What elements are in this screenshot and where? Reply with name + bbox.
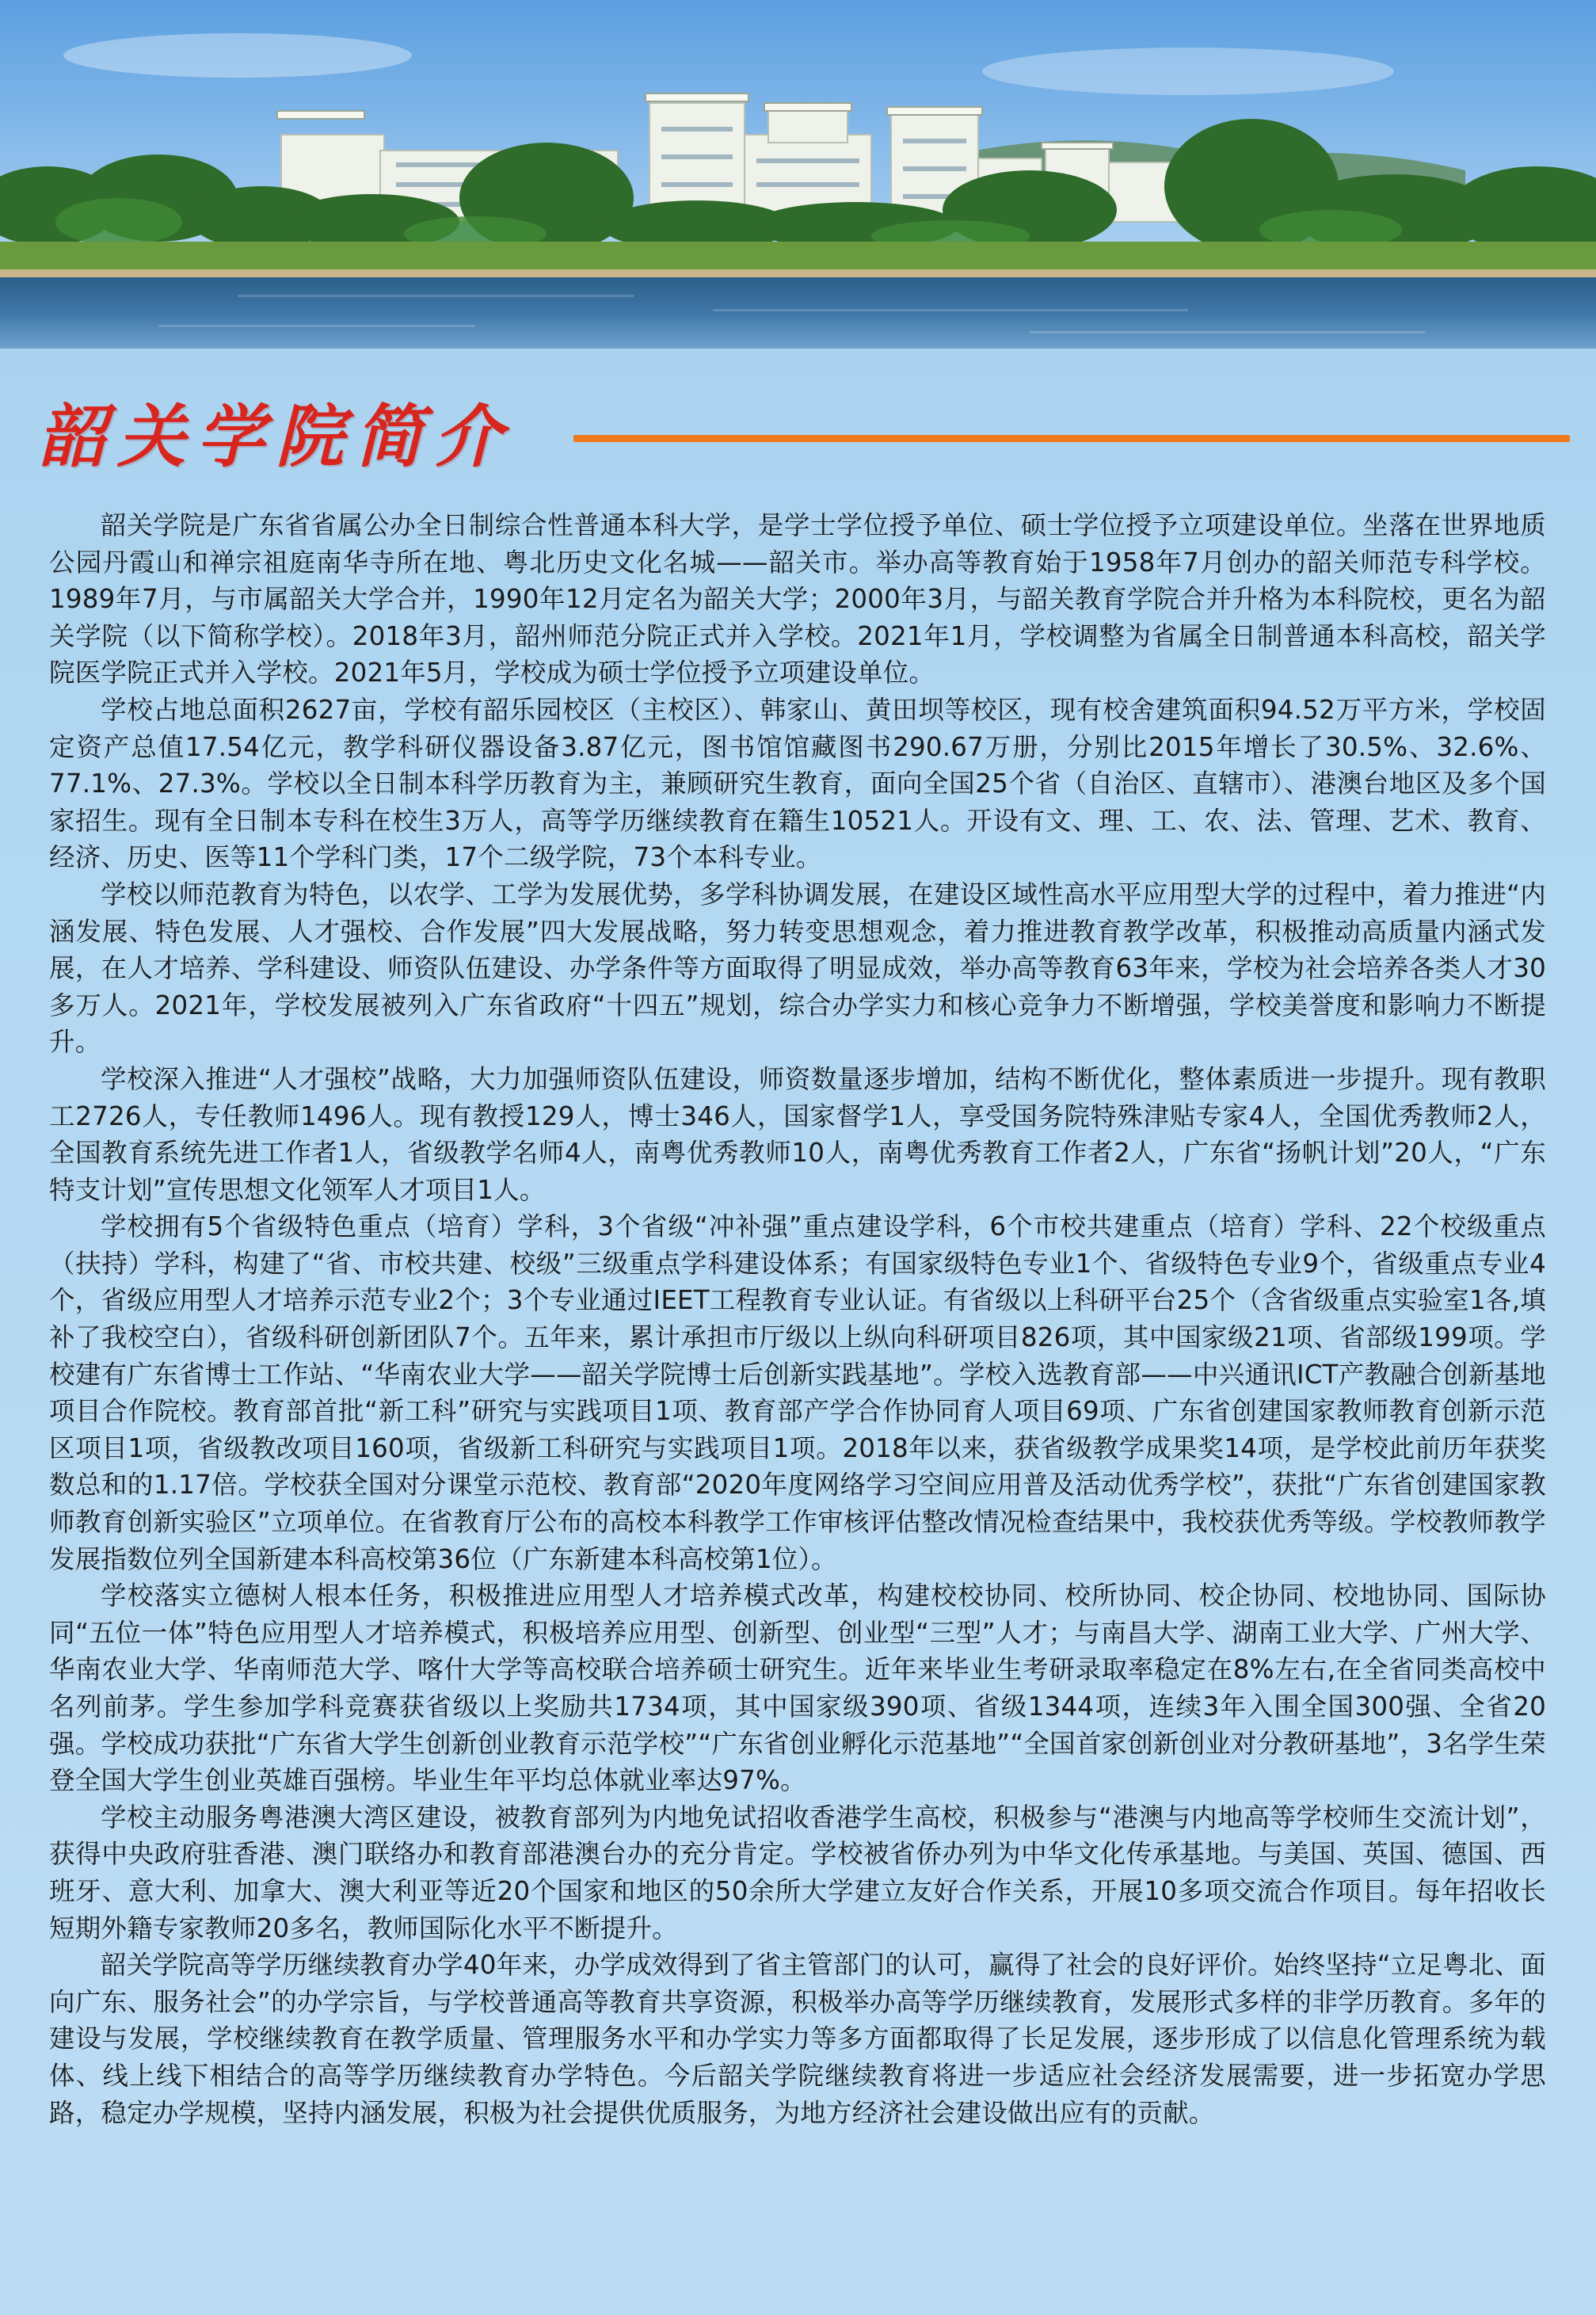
paragraph-talent-training: 学校落实立德树人根本任务，积极推进应用型人才培养模式改革，构建校校协同、校所协同、校企协同、校地协同、国际协同“五位一体”特色应用型人才培养模式，积极培养应用型、创新型、创业型“三型”人才；与南昌大学、湖南工业大学、广州大学、华南农业大学、华南师范大学、喀什大学等高校联合培养硕士研究生。近年来毕业生考研录取率稳定在8%左右,在全省同类高校中名列前茅。学生参加学科竞赛获省级以上奖励共1734项，其中国家级390项、省级1344项，连续3年入围全国300强、全省20强。学校成功获批“广东省大学生创新创业教育示范学校”“广东省创业孵化示范基地”“全国首家创新创业对分教研基地”，3名学生荣登全国大学生创业英雄百强榜。毕业生年平均总体就业率达97%。 bbox=[49, 1581, 1546, 1796]
paragraph-international: 学校主动服务粤港澳大湾区建设，被教育部列为内地免试招收香港学生高校，积极参与“港澳与内地高等学校师生交流计划”，获得中央政府驻香港、澳门联络办和教育部港澳台办的充分肯定。学校被省侨办列为中华文化传承基地。与美国、英国、德国、西班牙、意大利、加拿大、澳大利亚等近20个国家和地区的50余所大学建立友好合作关系，开展10多项交流合作项目。每年招收长短期外籍专家教师20多名，教师国际化水平不断提升。 bbox=[49, 1802, 1546, 1943]
paragraph-strategy: 学校以师范教育为特色，以农学、工学为发展优势，多学科协调发展，在建设区域性高水平应用型大学的过程中，着力推进“内涵发展、特色发展、人才强校、合作发展”四大发展战略，努力转变思想观念，着力推进教育教学改革，积极推动高质量内涵式发展，在人才培养、学科建设、师资队伍建设、办学条件等方面取得了明显成效，举办高等教育63年来，学校为社会培养各类人才30多万人。2021年，学校发展被列入广东省政府“十四五”规划，综合办学实力和核心竞争力不断增强，学校美誉度和影响力不断提升。 bbox=[49, 879, 1546, 1058]
title-rule bbox=[573, 435, 1570, 442]
intro-text bbox=[49, 507, 1546, 2131]
page-title: 韶关学院简介 bbox=[38, 397, 513, 477]
paragraph-disciplines: 学校拥有5个省级特色重点（培育）学科，3个省级“冲补强”重点建设学科，6个市校共建重点（培育）学科、22个校级重点（扶持）学科，构建了“省、市校共建、校级”三级重点学科建设体系；有国家级特色专业1个、省级特色专业9个，省级重点专业4个，省级应用型人才培养示范专业2个；3个专业通过IEET工程教育专业认证。有省级以上科研平台25个（含省级重点实验室1各,填补了我校空白），省级科研创新团队7个。五年来，累计承担市厅级以上纵向科研项目826项，其中国家级21项、省部级199项。学校建有广东省博士工作站、“华南农业大学——韶关学院博士后创新实践基地”。学校入选教育部——中兴通讯ICT产教融合创新基地项目合作院校。教育部首批“新工科”研究与实践项目1项、教育部产学合作协同育人项目69项、广东省创建国家教师教育创新示范区项目1项，省级教改项目160项，省级新工科研究与实践项目1项。2018年以来，获省级教学成果奖14项，是学校此前历年获奖数总和的1.17倍。学校获全国对分课堂示范校、教育部“2020年度网络学习空间应用普及活动优秀学校”，获批“广东省创建国家教师教育创新实验区”立项单位。在省教育厅公布的高校本科教学工作审核评估整改情况检查结果中，我校获优秀等级。学校教师教学发展指数位列全国新建本科高校第36位（广东新建本科高校第1位）。 bbox=[49, 1211, 1546, 1574]
paragraph-campus: 学校占地总面积2627亩，学校有韶乐园校区（主校区）、韩家山、黄田坝等校区，现有校舍建筑面积94.52万平方米，学校固定资产总值17.54亿元，教学科研仪器设备3.87亿元，图书馆馆藏图书290.67万册，分别比2015年增长了30.5%、32.6%、77.1%、27.3%。学校以全日制本科学历教育为主，兼顾研究生教育，面向全国25个省（自治区、直辖市）、港澳台地区及多个国家招生。现有全日制本专科在校生3万人，高等学历继续教育在籍生10521人。开设有文、理、工、农、法、管理、艺术、教育、经济、历史、医等11个学科门类，17个二级学院，73个本科专业。 bbox=[49, 694, 1546, 873]
paragraph-faculty: 学校深入推进“人才强校”战略，大力加强师资队伍建设，师资数量逐步增加，结构不断优化，整体素质进一步提升。现有教职工2726人，专任教师1496人。现有教授129人，博士346人，国家督学1人，享受国务院特殊津贴专家4人，全国优秀教师2人，全国教育系统先进工作者1人，省级教学名师4人，南粤优秀教师10人，南粤优秀教育工作者2人，广东省“扬帆计划”20人，“广东特支计划”宣传思想文化领军人才项目1人。 bbox=[49, 1063, 1546, 1205]
heading-row bbox=[38, 390, 1559, 485]
paragraph-history: 韶关学院是广东省省属公办全日制综合性普通本科大学，是学士学位授予单位、硕士学位授予立项建设单位。坐落在世界地质公园丹霞山和禅宗祖庭南华寺所在地、粤北历史文化名城——韶关市。举办高等教育始于1958年7月创办的韶关师范专科学校。1989年7月，与市属韶关大学合并，1990年12月定名为韶关大学；2000年3月，与韶关教育学院合并升格为本科院校，更名为韶关学院（以下简称学校）。2018年3月，韶州师范分院正式并入学校。2021年1月，学校调整为省属全日制普通本科高校，韶关学院医学院正式并入学校。2021年5月，学校成为硕士学位授予立项建设单位。 bbox=[49, 510, 1546, 688]
campus-photo bbox=[0, 0, 1596, 349]
paragraph-continuing-education: 韶关学院高等学历继续教育办学40年来，办学成效得到了省主管部门的认可，赢得了社会的良好评价。始终坚持“立足粤北、面向广东、服务社会”的办学宗旨，与学校普通高等教育共享资源，积极举办高等学历继续教育，发展形式多样的非学历教育。多年的建设与发展，学校继续教育在教学质量、管理服务水平和办学实力等多方面都取得了长足发展，逐步形成了以信息化管理系统为载体、线上线下相结合的高等学历继续教育办学特色。今后韶关学院继续教育将进一步适应社会经济发展需要，进一步拓宽办学思路，稳定办学规模，坚持内涵发展，积极为社会提供优质服务，为地方经济社会建设做出应有的贡献。 bbox=[49, 1950, 1546, 2128]
